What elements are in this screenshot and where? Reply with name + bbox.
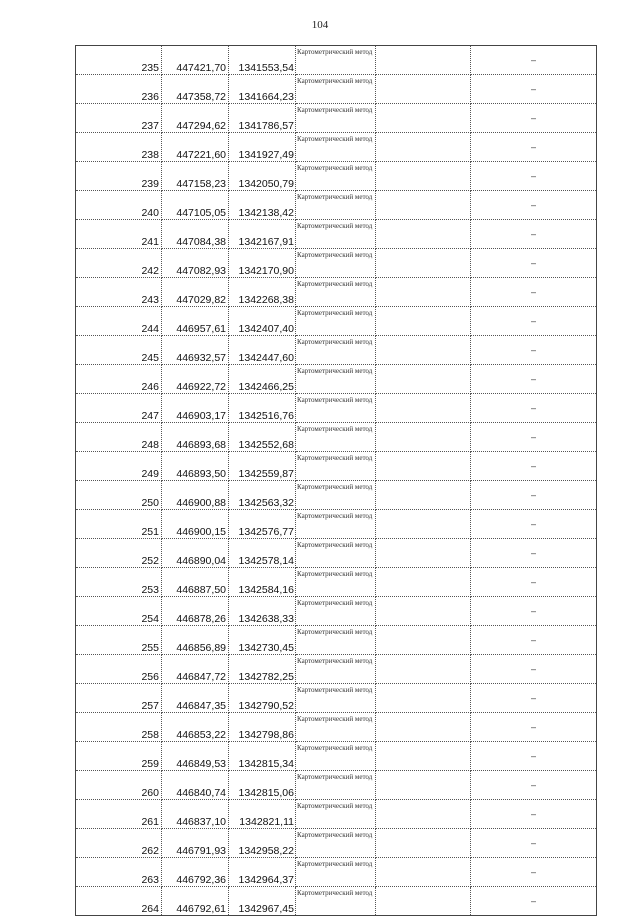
accuracy-dash-cell: – (471, 800, 597, 829)
empty-cell (376, 713, 471, 742)
empty-cell (376, 539, 471, 568)
y-coordinate-cell: 1342790,52 (229, 684, 296, 713)
method-cell: Картометрический метод (296, 539, 376, 568)
table-row (76, 858, 597, 887)
x-coordinate-cell: 446853,22 (162, 713, 229, 742)
empty-cell (376, 626, 471, 655)
y-coordinate-cell: 1342516,76 (229, 394, 296, 423)
x-coordinate-cell: 447105,05 (162, 191, 229, 220)
page-number: 104 (311, 19, 329, 31)
point-number-cell: 249 (76, 452, 162, 481)
accuracy-dash-cell: – (471, 713, 597, 742)
y-coordinate-cell: 1342559,87 (229, 452, 296, 481)
table-row (76, 46, 597, 75)
method-cell: Картометрический метод (296, 104, 376, 133)
x-coordinate-cell: 446849,53 (162, 742, 229, 771)
method-cell: Картометрический метод (296, 597, 376, 626)
table-row (76, 887, 597, 916)
method-cell: Картометрический метод (296, 626, 376, 655)
table-row (76, 423, 597, 452)
point-number-cell: 235 (76, 46, 162, 75)
empty-cell (376, 423, 471, 452)
table-row (76, 597, 597, 626)
x-coordinate-cell: 446878,26 (162, 597, 229, 626)
accuracy-dash-cell: – (471, 336, 597, 365)
method-cell: Картометрический метод (296, 829, 376, 858)
method-cell: Картометрический метод (296, 568, 376, 597)
point-number-cell: 242 (76, 249, 162, 278)
x-coordinate-cell: 446887,50 (162, 568, 229, 597)
accuracy-dash-cell: – (471, 887, 597, 916)
table-row (76, 568, 597, 597)
table-row (76, 771, 597, 800)
y-coordinate-cell: 1342170,90 (229, 249, 296, 278)
point-number-cell: 252 (76, 539, 162, 568)
table-row (76, 510, 597, 539)
accuracy-dash-cell: – (471, 510, 597, 539)
y-coordinate-cell: 1342964,37 (229, 858, 296, 887)
empty-cell (376, 220, 471, 249)
y-coordinate-cell: 1342167,91 (229, 220, 296, 249)
accuracy-dash-cell: – (471, 568, 597, 597)
y-coordinate-cell: 1342967,45 (229, 887, 296, 916)
method-cell: Картометрический метод (296, 800, 376, 829)
method-cell: Картометрический метод (296, 481, 376, 510)
y-coordinate-cell: 1342821,11 (229, 800, 296, 829)
point-number-cell: 236 (76, 75, 162, 104)
x-coordinate-cell: 446840,74 (162, 771, 229, 800)
y-coordinate-cell: 1342958,22 (229, 829, 296, 858)
table-row (76, 220, 597, 249)
point-number-cell: 250 (76, 481, 162, 510)
x-coordinate-cell: 446900,15 (162, 510, 229, 539)
y-coordinate-cell: 1341786,57 (229, 104, 296, 133)
x-coordinate-cell: 446792,61 (162, 887, 229, 916)
empty-cell (376, 887, 471, 916)
empty-cell (376, 104, 471, 133)
empty-cell (376, 655, 471, 684)
method-cell: Картометрический метод (296, 655, 376, 684)
method-cell: Картометрический метод (296, 742, 376, 771)
accuracy-dash-cell: – (471, 220, 597, 249)
x-coordinate-cell: 447358,72 (162, 75, 229, 104)
table-row (76, 626, 597, 655)
point-number-cell: 241 (76, 220, 162, 249)
y-coordinate-cell: 1342138,42 (229, 191, 296, 220)
y-coordinate-cell: 1342050,79 (229, 162, 296, 191)
accuracy-dash-cell: – (471, 133, 597, 162)
empty-cell (376, 191, 471, 220)
point-number-cell: 243 (76, 278, 162, 307)
empty-cell (376, 800, 471, 829)
table-row (76, 249, 597, 278)
x-coordinate-cell: 447029,82 (162, 278, 229, 307)
accuracy-dash-cell: – (471, 365, 597, 394)
method-cell: Картометрический метод (296, 771, 376, 800)
coordinates-table (75, 45, 597, 916)
empty-cell (376, 162, 471, 191)
accuracy-dash-cell: – (471, 278, 597, 307)
empty-cell (376, 307, 471, 336)
method-cell: Картометрический метод (296, 713, 376, 742)
empty-cell (376, 249, 471, 278)
accuracy-dash-cell: – (471, 539, 597, 568)
x-coordinate-cell: 446847,35 (162, 684, 229, 713)
empty-cell (376, 452, 471, 481)
accuracy-dash-cell: – (471, 742, 597, 771)
x-coordinate-cell: 446856,89 (162, 626, 229, 655)
method-cell: Картометрический метод (296, 133, 376, 162)
x-coordinate-cell: 446837,10 (162, 800, 229, 829)
y-coordinate-cell: 1342730,45 (229, 626, 296, 655)
table-row (76, 539, 597, 568)
table-row (76, 655, 597, 684)
x-coordinate-cell: 446893,50 (162, 452, 229, 481)
y-coordinate-cell: 1341553,54 (229, 46, 296, 75)
point-number-cell: 263 (76, 858, 162, 887)
y-coordinate-cell: 1342638,33 (229, 597, 296, 626)
y-coordinate-cell: 1342576,77 (229, 510, 296, 539)
accuracy-dash-cell: – (471, 858, 597, 887)
point-number-cell: 256 (76, 655, 162, 684)
table-row (76, 684, 597, 713)
empty-cell (376, 829, 471, 858)
method-cell: Картометрический метод (296, 365, 376, 394)
point-number-cell: 262 (76, 829, 162, 858)
empty-cell (376, 568, 471, 597)
point-number-cell: 260 (76, 771, 162, 800)
accuracy-dash-cell: – (471, 75, 597, 104)
point-number-cell: 237 (76, 104, 162, 133)
accuracy-dash-cell: – (471, 684, 597, 713)
method-cell: Картометрический метод (296, 46, 376, 75)
point-number-cell: 254 (76, 597, 162, 626)
table-row (76, 365, 597, 394)
accuracy-dash-cell: – (471, 452, 597, 481)
x-coordinate-cell: 447221,60 (162, 133, 229, 162)
empty-cell (376, 46, 471, 75)
method-cell: Картометрический метод (296, 394, 376, 423)
y-coordinate-cell: 1341664,23 (229, 75, 296, 104)
point-number-cell: 257 (76, 684, 162, 713)
point-number-cell: 240 (76, 191, 162, 220)
table-row (76, 452, 597, 481)
accuracy-dash-cell: – (471, 191, 597, 220)
method-cell: Картометрический метод (296, 452, 376, 481)
table-row (76, 481, 597, 510)
empty-cell (376, 771, 471, 800)
table-row (76, 104, 597, 133)
empty-cell (376, 742, 471, 771)
empty-cell (376, 278, 471, 307)
table-row (76, 191, 597, 220)
point-number-cell: 246 (76, 365, 162, 394)
y-coordinate-cell: 1342552,68 (229, 423, 296, 452)
method-cell: Картометрический метод (296, 249, 376, 278)
point-number-cell: 251 (76, 510, 162, 539)
y-coordinate-cell: 1342407,40 (229, 307, 296, 336)
empty-cell (376, 858, 471, 887)
table-row (76, 162, 597, 191)
point-number-cell: 244 (76, 307, 162, 336)
accuracy-dash-cell: – (471, 655, 597, 684)
x-coordinate-cell: 446893,68 (162, 423, 229, 452)
accuracy-dash-cell: – (471, 46, 597, 75)
x-coordinate-cell: 446932,57 (162, 336, 229, 365)
y-coordinate-cell: 1342798,86 (229, 713, 296, 742)
point-number-cell: 248 (76, 423, 162, 452)
table-row (76, 278, 597, 307)
table-row (76, 133, 597, 162)
point-number-cell: 247 (76, 394, 162, 423)
empty-cell (376, 75, 471, 104)
accuracy-dash-cell: – (471, 597, 597, 626)
table-row (76, 75, 597, 104)
point-number-cell: 253 (76, 568, 162, 597)
table-row (76, 829, 597, 858)
method-cell: Картометрический метод (296, 684, 376, 713)
x-coordinate-cell: 446791,93 (162, 829, 229, 858)
x-coordinate-cell: 446903,17 (162, 394, 229, 423)
empty-cell (376, 336, 471, 365)
x-coordinate-cell: 446957,61 (162, 307, 229, 336)
y-coordinate-cell: 1342584,16 (229, 568, 296, 597)
point-number-cell: 239 (76, 162, 162, 191)
x-coordinate-cell: 447158,23 (162, 162, 229, 191)
empty-cell (376, 365, 471, 394)
point-number-cell: 264 (76, 887, 162, 916)
table-row (76, 713, 597, 742)
point-number-cell: 258 (76, 713, 162, 742)
accuracy-dash-cell: – (471, 829, 597, 858)
y-coordinate-cell: 1342782,25 (229, 655, 296, 684)
x-coordinate-cell: 447082,93 (162, 249, 229, 278)
table-row (76, 307, 597, 336)
method-cell: Картометрический метод (296, 75, 376, 104)
empty-cell (376, 684, 471, 713)
method-cell: Картометрический метод (296, 510, 376, 539)
accuracy-dash-cell: – (471, 423, 597, 452)
accuracy-dash-cell: – (471, 162, 597, 191)
table-row (76, 394, 597, 423)
y-coordinate-cell: 1342563,32 (229, 481, 296, 510)
empty-cell (376, 394, 471, 423)
y-coordinate-cell: 1341927,49 (229, 133, 296, 162)
method-cell: Картометрический метод (296, 278, 376, 307)
y-coordinate-cell: 1342815,34 (229, 742, 296, 771)
x-coordinate-cell: 447084,38 (162, 220, 229, 249)
empty-cell (376, 481, 471, 510)
method-cell: Картометрический метод (296, 423, 376, 452)
method-cell: Картометрический метод (296, 887, 376, 916)
point-number-cell: 238 (76, 133, 162, 162)
coordinates-table-body (76, 46, 597, 916)
accuracy-dash-cell: – (471, 307, 597, 336)
empty-cell (376, 510, 471, 539)
accuracy-dash-cell: – (471, 771, 597, 800)
y-coordinate-cell: 1342815,06 (229, 771, 296, 800)
method-cell: Картометрический метод (296, 307, 376, 336)
table-row (76, 742, 597, 771)
method-cell: Картометрический метод (296, 162, 376, 191)
y-coordinate-cell: 1342268,38 (229, 278, 296, 307)
table-row (76, 336, 597, 365)
accuracy-dash-cell: – (471, 481, 597, 510)
empty-cell (376, 597, 471, 626)
x-coordinate-cell: 446890,04 (162, 539, 229, 568)
accuracy-dash-cell: – (471, 104, 597, 133)
x-coordinate-cell: 446847,72 (162, 655, 229, 684)
y-coordinate-cell: 1342466,25 (229, 365, 296, 394)
method-cell: Картометрический метод (296, 858, 376, 887)
table-row (76, 800, 597, 829)
point-number-cell: 245 (76, 336, 162, 365)
point-number-cell: 255 (76, 626, 162, 655)
point-number-cell: 259 (76, 742, 162, 771)
method-cell: Картометрический метод (296, 336, 376, 365)
method-cell: Картометрический метод (296, 220, 376, 249)
accuracy-dash-cell: – (471, 394, 597, 423)
x-coordinate-cell: 446900,88 (162, 481, 229, 510)
accuracy-dash-cell: – (471, 626, 597, 655)
point-number-cell: 261 (76, 800, 162, 829)
x-coordinate-cell: 447294,62 (162, 104, 229, 133)
accuracy-dash-cell: – (471, 249, 597, 278)
empty-cell (376, 133, 471, 162)
method-cell: Картометрический метод (296, 191, 376, 220)
x-coordinate-cell: 447421,70 (162, 46, 229, 75)
x-coordinate-cell: 446922,72 (162, 365, 229, 394)
x-coordinate-cell: 446792,36 (162, 858, 229, 887)
y-coordinate-cell: 1342447,60 (229, 336, 296, 365)
y-coordinate-cell: 1342578,14 (229, 539, 296, 568)
